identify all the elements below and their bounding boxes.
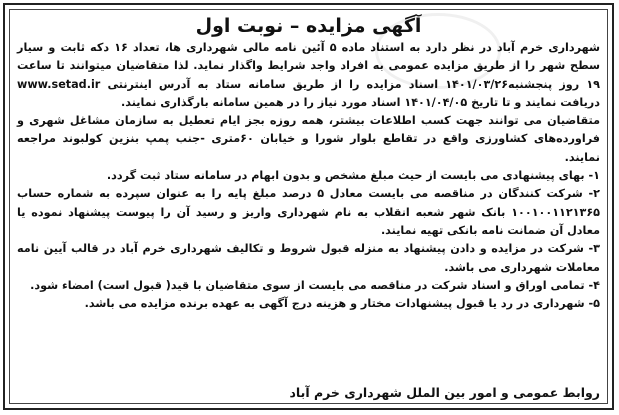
info-paragraph: متقاضیان می توانند جهت کسب اطلاعات بیشتر، همه روزه بجز ایام تعطیل به سازمان مشاغل شهری و فراورده‌های کشاورزی واقع در تقاطع بلوار شورا و خیابان ۶۰متری -جنب پمپ بنزین کولبوند مراجعه نمایند. xyxy=(17,114,600,164)
notice-title: آگهی مزایده – نوبت اول xyxy=(195,15,422,37)
item-2: ۲- شرکت کنندگان در مناقصه می بایست معادل ۵ درصد مبلغ پایه را به عنوان سپرده به شماره حساب ۱۰۰۱۰۰۱۱۲۱۳۶۵ بانک شهر شعبه انقلاب به نام شهرداری واریز و رسید آن را پیوست پیشنهاد نموده یا معادل آن ضمانت نامه بانکی تهیه نمایند. xyxy=(17,187,601,237)
intro-paragraph xyxy=(17,39,600,112)
item-5: ۵- شهرداری در رد یا قبول پیشنهادات مختار و هزینه درج آگهی به عهده برنده مزایده می باشد. xyxy=(84,297,600,311)
item-1: ۱- بهای پیشنهادی می بایست از حیث مبلغ مشخص و بدون ابهام در سامانه ستاد ثبت گردد. xyxy=(106,169,600,183)
website-link[interactable]: www.setad.ir xyxy=(17,77,101,91)
intro-text: شهرداری خرم آباد در نظر دارد به استناد ماده ۵ آئین نامه مالی شهرداری ها، تعداد ۱۶ دکه ثابت و سیار سطح شهر را از طریق مزایده عمومی به افراد واجد شرایط واگذار نماید. لذا متقاضیان میتوانند تا ساعت ۱۹ روز پنجشنبه۱۴۰۱/۰۳/۲۶ اسناد مزایده را از طریق سامانه ستاد به آدرس اینترنتی xyxy=(17,41,600,91)
notice-footer: روابط عمومی و امور بین الملل شهرداری خرم آباد xyxy=(289,385,600,400)
notice-frame xyxy=(3,3,614,410)
notice-body xyxy=(17,39,600,313)
item-4: ۴- تمامی اوراق و اسناد شرکت در مناقصه می بایست از سوی متقاضیان با قید( قبول است) امضاء شود. xyxy=(30,278,600,292)
item-3: ۳- شرکت در مزایده و دادن پیشنهاد به منزله قبول شروط و تکالیف شهرداری خرم آباد در قالب آیین نامه معاملات شهرداری می باشد. xyxy=(17,242,600,274)
intro-tail-text: دریافت نمایند و تا تاریخ ۱۴۰۱/۰۴/۰۵ اسناد مورد نیاز را در همین سامانه بارگذاری نمایند. xyxy=(121,95,600,109)
